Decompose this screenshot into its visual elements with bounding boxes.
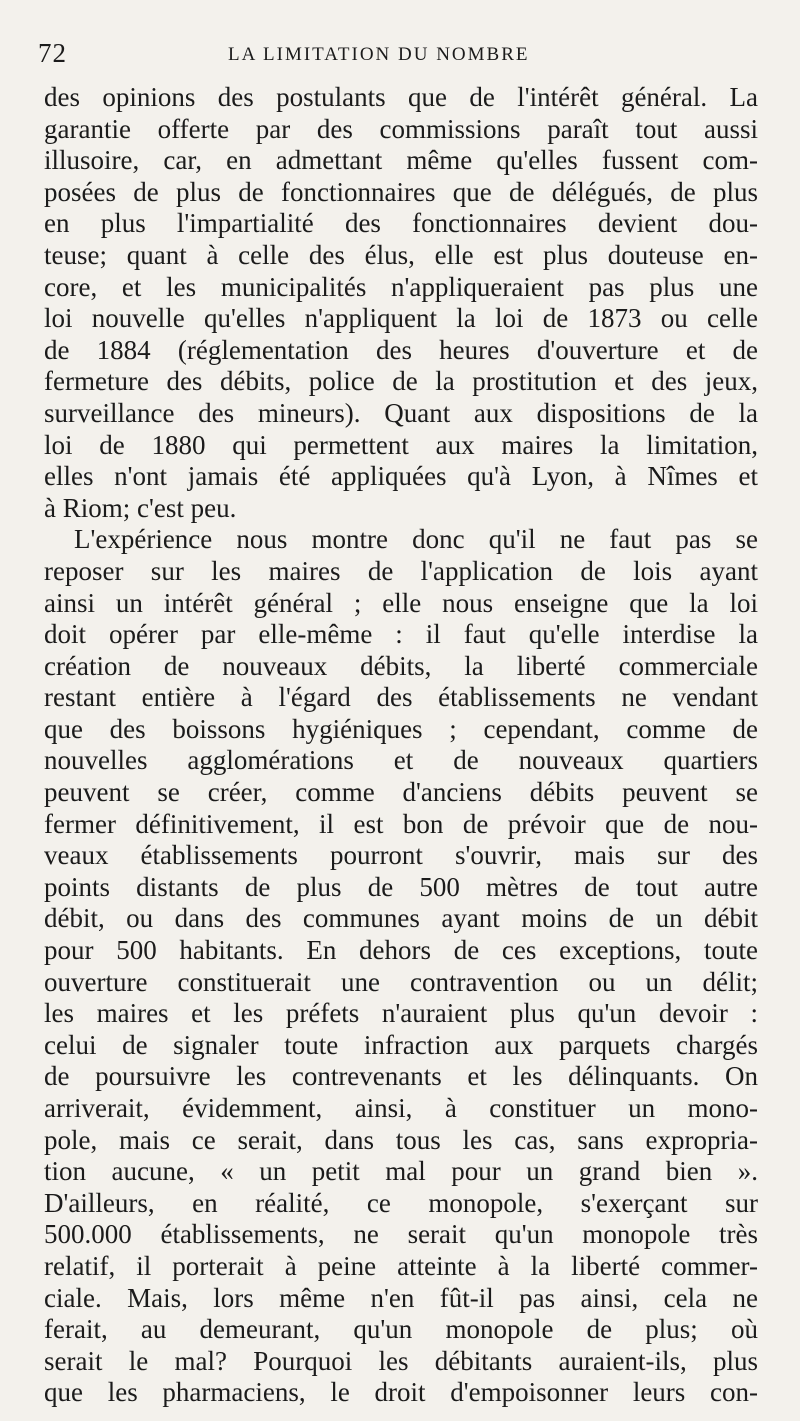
text-line: arriverait, évidemment, ainsi, à constituer un mono- xyxy=(44,1093,758,1123)
text-line: création de nouveaux débits, la liberté commerciale xyxy=(44,650,758,681)
text-line: peuvent se créer, comme d'anciens débits peuvent se xyxy=(44,777,758,808)
text-line: ainsi un intérêt général ; elle nous enseigne que la loi xyxy=(44,587,758,618)
text-line: nouvelles agglomérations et de nouveaux quartiers xyxy=(44,745,758,776)
text-line: que les pharmaciens, le droit d'empoisonner leurs con- xyxy=(44,1377,758,1408)
text-line: de 1884 (réglementation des heures d'ouverture et de xyxy=(44,334,758,365)
text-line: fermer définitivement, il est bon de prévoir que de nou- xyxy=(44,808,758,839)
text-line: veaux établissements pourront s'ouvrir, mais sur des xyxy=(44,840,758,871)
text-line: de poursuivre les contrevenants et les délinquants. On xyxy=(44,1061,758,1092)
text-line: pour 500 habitants. En dehors de ces exceptions, toute xyxy=(44,935,758,966)
text-line: illusoire, car, en admettant même qu'elles fussent com- xyxy=(44,145,758,176)
text-line: pole, mais ce serait, dans tous les cas, sans expropria- xyxy=(44,1124,758,1155)
text-line: points distants de plus de 500 mètres de tout autre xyxy=(44,871,758,902)
text-line: surveillance des mineurs). Quant aux dispositions de la xyxy=(44,397,758,428)
text-line: les maires et les préfets n'auraient plus qu'un devoir : xyxy=(44,998,758,1029)
text-line: tion aucune, « un petit mal pour un grand bien ». xyxy=(44,1156,758,1187)
text-line: débit, ou dans des communes ayant moins de un débit xyxy=(44,903,758,934)
text-line: celui de signaler toute infraction aux parquets chargés xyxy=(44,1029,758,1060)
text-line: restant entière à l'égard des établissements ne vendant xyxy=(44,682,758,713)
text-line: loi de 1880 qui permettent aux maires la limitation, xyxy=(44,429,758,460)
body-text xyxy=(44,82,758,1409)
text-line: en plus l'impartialité des fonctionnaires devient dou- xyxy=(44,208,758,239)
text-line: relatif, il porterait à peine atteinte à la liberté commer- xyxy=(44,1250,758,1281)
text-line: ouverture constituerait une contravention ou un délit; xyxy=(44,966,758,997)
text-line: ferait, au demeurant, qu'un monopole de plus; où xyxy=(44,1314,758,1345)
text-line: garantie offerte par des commissions paraît tout aussi xyxy=(44,113,758,144)
text-line: doit opérer par elle-même : il faut qu'elle interdise la xyxy=(44,619,758,650)
text-line: teuse; quant à celle des élus, elle est plus douteuse en- xyxy=(44,239,758,270)
text-line: loi nouvelle qu'elles n'appliquent la loi de 1873 ou celle xyxy=(44,303,758,334)
text-line: elles n'ont jamais été appliquées qu'à Lyon, à Nîmes et xyxy=(44,461,758,492)
text-line: reposer sur les maires de l'application de lois ayant xyxy=(44,555,758,586)
text-line: fermeture des débits, police de la prostitution et des jeux, xyxy=(44,366,758,397)
paragraph-start-line: L'expérience nous montre donc qu'il ne faut pas se xyxy=(74,524,758,555)
text-line: serait le mal? Pourquoi les débitants auraient-ils, plus xyxy=(44,1345,758,1376)
page-number: 72 xyxy=(38,38,67,68)
page-header xyxy=(38,38,760,74)
text-line: core, et les municipalités n'appliqueraient pas plus une xyxy=(44,271,758,302)
text-line: que des boissons hygiéniques ; cependant, comme de xyxy=(44,713,758,744)
text-line: ciale. Mais, lors même n'en fût-il pas ainsi, cela ne xyxy=(44,1282,758,1313)
text-line: D'ailleurs, en réalité, ce monopole, s'exerçant sur xyxy=(44,1187,758,1218)
text-line: des opinions des postulants que de l'intérêt général. La xyxy=(44,82,758,112)
text-line: 500.000 établissements, ne serait qu'un monopole très xyxy=(44,1219,758,1250)
text-line: posées de plus de fonctionnaires que de délégués, de plus xyxy=(44,176,758,207)
running-title: LA LIMITATION DU NOMBRE xyxy=(228,44,530,65)
paragraph-end-line: à Riom; c'est peu. xyxy=(44,492,237,523)
